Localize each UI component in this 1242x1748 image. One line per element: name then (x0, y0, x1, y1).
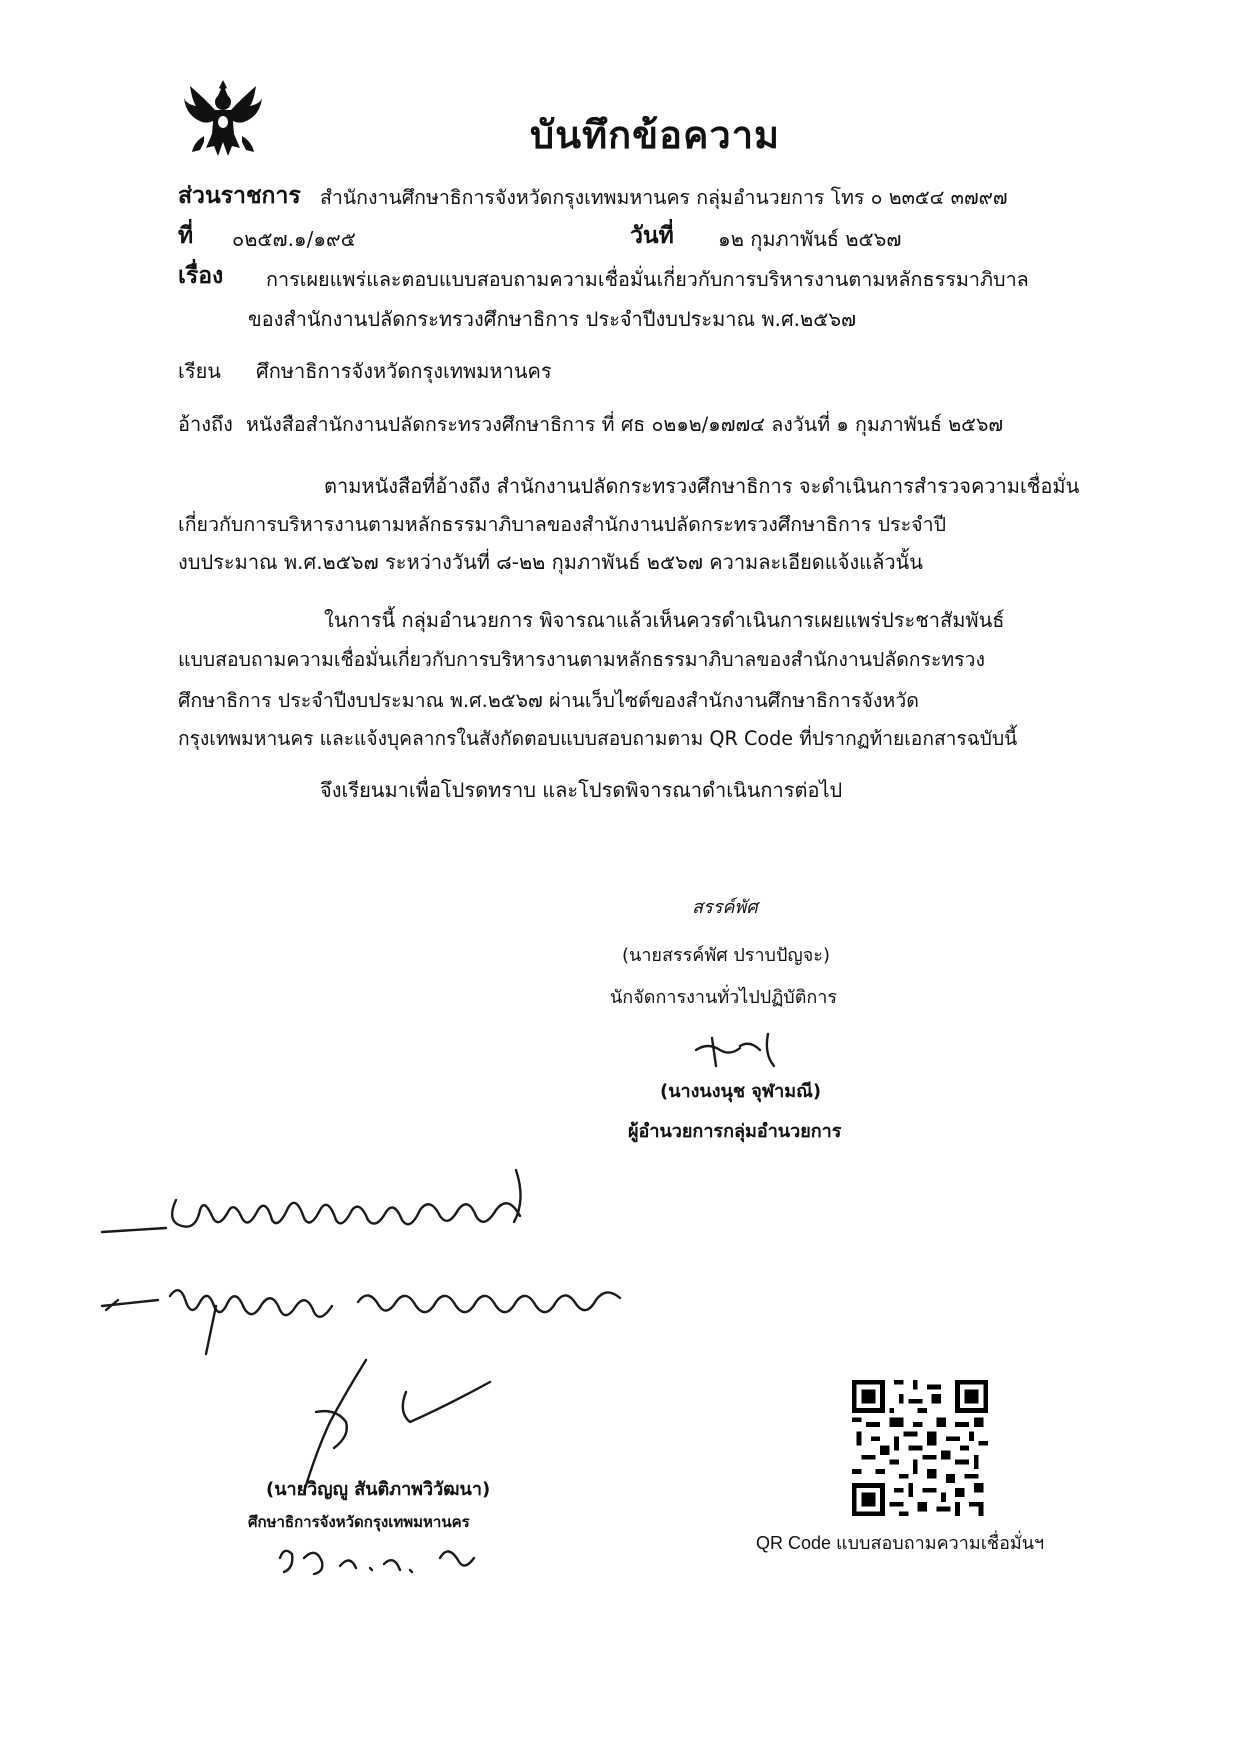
addressee-value: ศึกษาธิการจังหวัดกรุงเทพมหานคร (256, 359, 552, 383)
subject-line-1: การเผยแพร่และตอบแบบสอบถามความเชื่อมั่นเกี่ยวกับการบริหารงานตามหลักธรรมาภิบาล (266, 268, 1029, 291)
signer3-name: (นายวิญญู สันติภาพวิวัฒนา) (266, 1479, 491, 1500)
agency-label: ส่วนราชการ (178, 183, 301, 209)
handwritten-note-1 (96, 1160, 556, 1260)
subject-line-2: ของสำนักงานปลัดกระทรวงศึกษาธิการ ประจำปีงบประมาณ พ.ศ.๒๕๖๗ (248, 307, 857, 331)
p2-line-4: กรุงเทพมหานคร และแจ้งบุคลากรในสังกัดตอบแบบสอบถามตาม QR Code ที่ปรากฏท้ายเอกสารฉบับนี้ (178, 727, 1018, 750)
qr-code-icon[interactable] (852, 1380, 988, 1516)
signer1-name: (นายสรรค์พัศ ปราบปัญจะ) (622, 945, 830, 966)
ref-label: ที่ (178, 223, 194, 249)
handwritten-note-2 (96, 1262, 656, 1362)
p2-line-3: ศึกษาธิการ ประจำปีงบประมาณ พ.ศ.๒๕๖๗ ผ่านเว็บไซต์ของสำนักงานศึกษาธิการจังหวัด (178, 689, 920, 712)
reference-label: อ้างถึง (178, 412, 233, 436)
p2-line-1: ในการนี้ กลุ่มอำนวยการ พิจารณาแล้วเห็นควรดำเนินการเผยแพร่ประชาสัมพันธ์ (324, 608, 1005, 632)
signer2-name: (นางนงนุช จุฬามณี) (660, 1081, 822, 1102)
reference-value: หนังสือสำนักงานปลัดกระทรวงศึกษาธิการ ที่ ศธ ๐๒๑๒/๑๗๗๔ ลงวันที่ ๑ กุมภาพันธ์ ๒๕๖๗ (246, 413, 1004, 436)
date-label: วันที่ (630, 223, 674, 249)
p1-line-1: ตามหนังสือที่อ้างถึง สำนักงานปลัดกระทรวงศึกษาธิการ จะดำเนินการสำรวจความเชื่อมั่น (324, 474, 1080, 498)
handwritten-date (270, 1528, 490, 1598)
memo-title: บันทึกข้อความ (530, 113, 781, 157)
subject-label: เรื่อง (178, 263, 224, 289)
p1-line-3: งบประมาณ พ.ศ.๒๕๖๗ ระหว่างวันที่ ๘-๒๒ กุมภาพันธ์ ๒๕๖๗ ความละเอียดแจ้งแล้วนั้น (178, 550, 923, 574)
addressee-label: เรียน (178, 359, 221, 383)
date-value: ๑๒ กุมภาพันธ์ ๒๕๖๗ (718, 227, 902, 251)
p1-line-2: เกี่ยวกับการบริหารงานตามหลักธรรมาภิบาลของสำนักงานปลัดกระทรวงศึกษาธิการ ประจำปี (178, 513, 947, 536)
signer1-position: นักจัดการงานทั่วไปปฏิบัติการ (610, 987, 838, 1008)
ref-value: ๐๒๕๗.๑/๑๙๕ (232, 227, 356, 251)
signer2-initials-mark (690, 1026, 800, 1072)
garuda-emblem-icon (182, 76, 264, 160)
signer1-signature: สรรค์พัศ (692, 897, 758, 918)
agency-value: สำนักงานศึกษาธิการจังหวัดกรุงเทพมหานคร กลุ่มอำนวยการ โทร ๐ ๒๓๕๔ ๓๗๙๗ (320, 186, 1008, 209)
qr-caption: QR Code แบบสอบถามความเชื่อมั่นฯ (756, 1533, 1045, 1553)
p3-line-1: จึงเรียนมาเพื่อโปรดทราบ และโปรดพิจารณาดำเนินการต่อไป (320, 778, 843, 802)
signer3-position: ศึกษาธิการจังหวัดกรุงเทพมหานคร (248, 1513, 470, 1531)
p2-line-2: แบบสอบถามความเชื่อมั่นเกี่ยวกับการบริหารงานตามหลักธรรมาภิบาลของสำนักงานปลัดกระทรวง (178, 648, 985, 671)
signer2-position: ผู้อำนวยการกลุ่มอำนวยการ (628, 1121, 842, 1142)
